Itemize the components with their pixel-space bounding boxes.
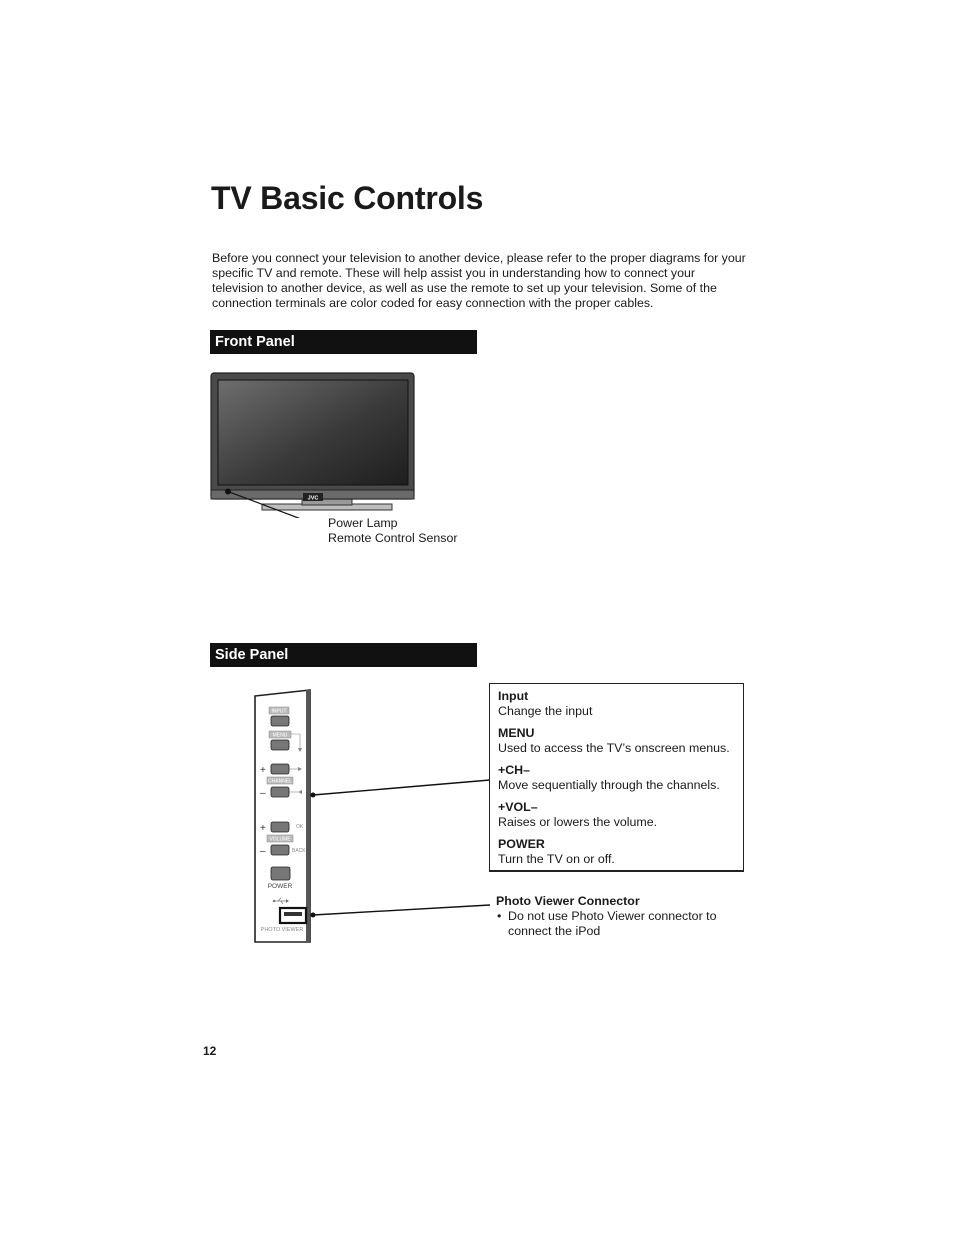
ch-up-button <box>271 764 289 774</box>
control-desc: Move sequentially through the channels. <box>498 778 720 792</box>
photo-viewer-description <box>496 894 746 939</box>
controls-description-box <box>489 683 744 872</box>
tv-side-illustration <box>250 686 490 946</box>
photo-viewer-leader <box>313 905 490 915</box>
input-button <box>271 716 289 726</box>
vol-up-button <box>271 822 289 832</box>
page-title: TV Basic Controls <box>211 180 484 216</box>
power-label: POWER <box>267 883 293 890</box>
menu-button <box>271 740 289 750</box>
control-desc: Turn the TV on or off. <box>498 852 615 866</box>
back-label: BACK <box>292 848 306 854</box>
power-lamp-label: Power Lamp <box>328 516 398 530</box>
control-volume <box>498 800 743 830</box>
vol-minus-sign: – <box>260 846 266 857</box>
control-name: +CH– <box>498 763 531 777</box>
front-panel-heading: Front Panel <box>210 330 477 354</box>
control-desc: Raises or lowers the volume. <box>498 815 658 829</box>
ch-plus-sign: + <box>260 765 266 776</box>
control-channel <box>498 763 743 793</box>
photo-viewer-note: • Do not use Photo Viewer connector to connect the iPod <box>508 909 746 939</box>
logo-text: JVC <box>307 495 319 502</box>
volume-label: VOLUME <box>269 836 291 843</box>
control-name: +VOL– <box>498 800 538 814</box>
control-name: MENU <box>498 726 535 740</box>
vol-plus-sign: + <box>260 823 266 834</box>
vol-down-button <box>271 845 289 855</box>
ch-down-button <box>271 787 289 797</box>
control-input <box>498 689 743 719</box>
control-name: Input <box>498 689 529 703</box>
photo-viewer-label: PHOTO VIEWER <box>260 927 304 933</box>
photo-viewer-notes <box>496 909 746 939</box>
control-desc: Used to access the TV’s onscreen menus. <box>498 741 730 755</box>
side-panel-heading: Side Panel <box>210 643 477 667</box>
power-button <box>271 867 290 880</box>
ok-label: OK <box>296 824 304 830</box>
channel-label: CHANNEL <box>268 778 292 785</box>
tv-screen <box>218 380 408 485</box>
side-panel-body <box>255 690 310 942</box>
control-power <box>498 837 743 867</box>
ch-minus-sign: – <box>260 788 266 799</box>
controls-leader <box>313 780 490 795</box>
menu-label: MENU <box>272 732 288 739</box>
remote-sensor-label: Remote Control Sensor <box>328 531 458 545</box>
control-name: POWER <box>498 837 545 851</box>
control-desc: Change the input <box>498 704 593 718</box>
control-menu <box>498 726 743 756</box>
front-panel-labels <box>328 516 457 546</box>
input-label: INPUT <box>271 708 287 715</box>
photo-viewer-title: Photo Viewer Connector <box>496 894 640 908</box>
intro-paragraph: Before you connect your television to another device, please refer to the proper diagrams for your specific TV and remote. These will help assist you in understanding how to connect your television to another device, as well as use the remote to set up your television. Some of the connection terminals are color coded for easy connection with the proper cables. <box>212 251 746 310</box>
tv-front-illustration <box>205 368 475 518</box>
page-number: 12 <box>203 1044 217 1058</box>
